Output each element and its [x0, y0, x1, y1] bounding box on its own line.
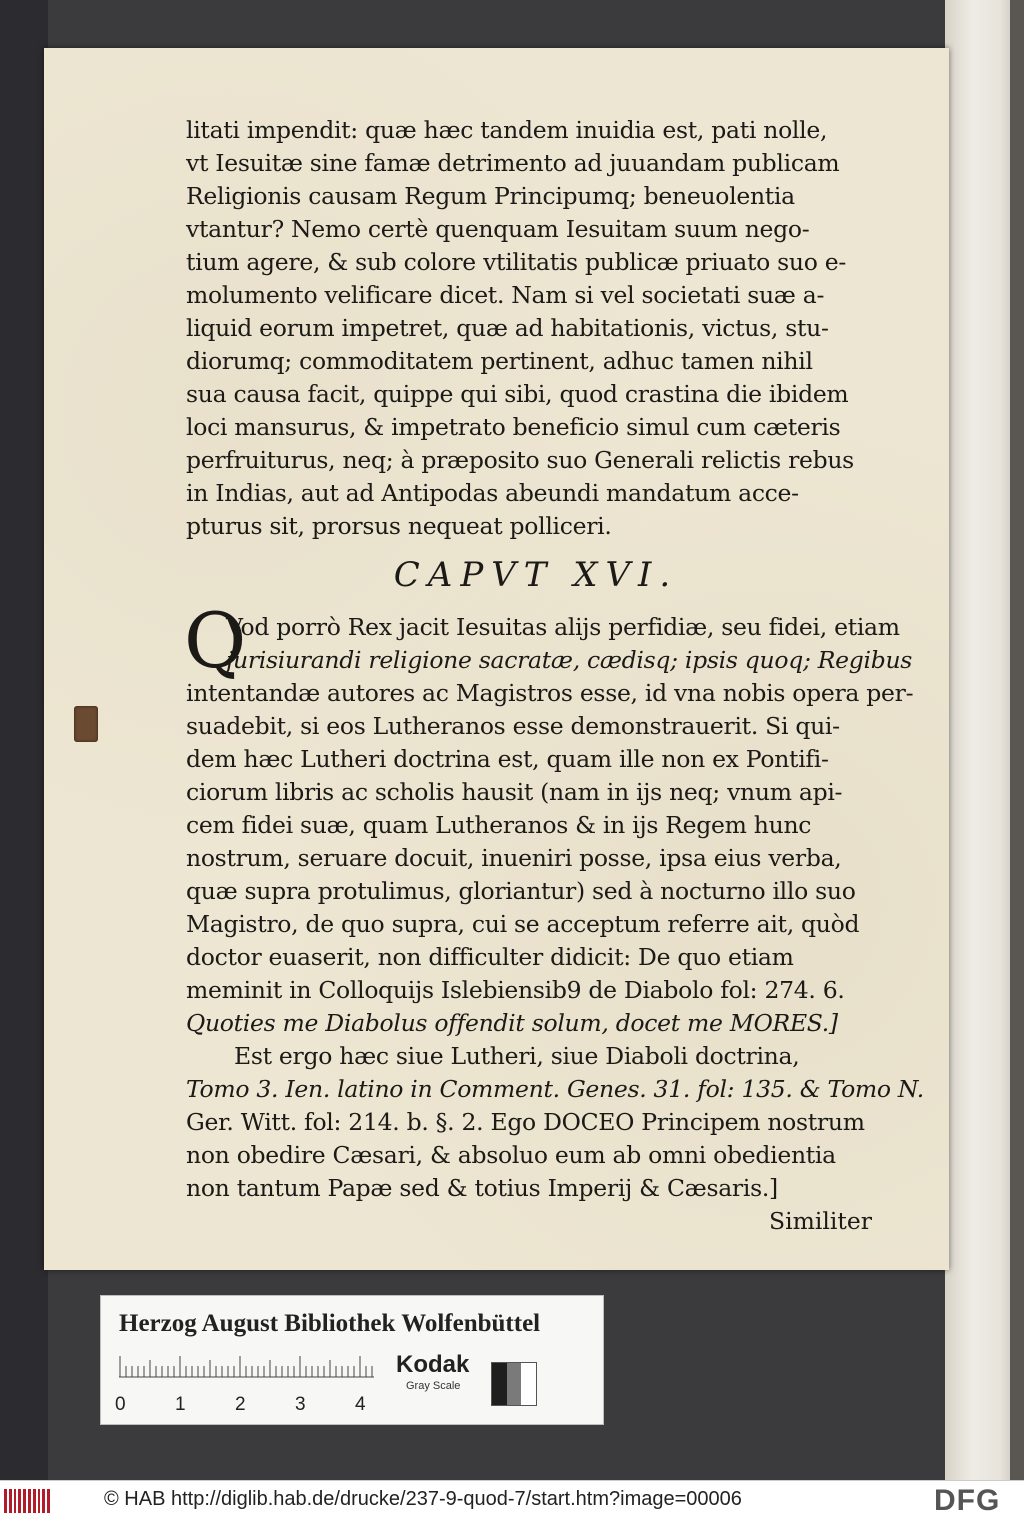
catchword: Similiter	[768, 1207, 872, 1235]
text-line: perfruiturus, neq; à præposito suo Generali relictis rebus	[186, 446, 854, 474]
text-line: non tantum Papæ sed & totius Imperij & Cæsaris.]	[186, 1174, 778, 1202]
text-line: cem fidei suæ, quam Lutheranos & in ijs Regem hunc	[186, 811, 812, 839]
dfg-logo: DFG	[934, 1484, 1001, 1517]
gray-scale-label: Gray Scale	[406, 1380, 461, 1392]
page-text	[184, 114, 924, 1238]
text-line: diorumq; commoditatem pertinent, adhuc tamen nihil	[186, 347, 813, 375]
hab-barcode-logo	[4, 1489, 50, 1513]
text-line: vtantur? Nemo certè quenquam Iesuitam suum nego-	[186, 215, 810, 243]
swatch-white	[521, 1363, 536, 1405]
text-line: Tomo 3. Ien. latino in Comment. Genes. 31. fol: 135. & Tomo N.	[186, 1075, 924, 1103]
ruler-number: 4	[355, 1394, 366, 1415]
text-line: molumento velificare dicet. Nam si vel societati suæ a-	[186, 281, 825, 309]
library-color-target	[100, 1295, 604, 1425]
text-line: litati impendit: quæ hæc tandem inuidia est, pati nolle,	[186, 116, 828, 144]
text-line: pturus sit, prorsus nequeat polliceri.	[186, 512, 612, 540]
kodak-logo: Kodak	[396, 1351, 470, 1378]
ruler-scale	[119, 1356, 374, 1378]
text-line: Ger. Witt. fol: 214. b. §. 2. Ego DOCEO Principem nostrum	[186, 1108, 865, 1136]
text-line: non obedire Cæsari, & absoluo eum ab omni obedientia	[186, 1141, 836, 1169]
text-line: doctor euaserit, non difficulter didicit: De quo etiam	[186, 943, 794, 971]
gray-swatches	[491, 1362, 537, 1406]
book-clasp	[74, 706, 98, 742]
ruler-number: 0	[115, 1394, 126, 1415]
text-line: jurisiurandi religione sacratæ, cædisq; ipsis quoq; Regibus	[226, 646, 913, 674]
text-line: sua causa facit, quippe qui sibi, quod crastina die ibidem	[186, 380, 849, 408]
text-line: in Indias, aut ad Antipodas abeundi mandatum acce-	[186, 479, 799, 507]
text-line: Vod porrò Rex jacit Iesuitas alijs perfidiæ, seu fidei, etiam	[226, 613, 900, 641]
paragraph-continued	[186, 114, 886, 543]
chapter-paragraph	[184, 596, 914, 1040]
ruler-number: 2	[235, 1394, 246, 1415]
footer-bar	[0, 1480, 1024, 1520]
ruler-numbers	[113, 1394, 373, 1418]
text-line: Religionis causam Regum Principumq; beneuolentia	[186, 182, 795, 210]
ruler-number: 3	[295, 1394, 306, 1415]
background-right	[1010, 0, 1024, 1480]
text-line: meminit in Colloquijs Islebiensib9 de Diabolo fol: 274. 6.	[186, 976, 845, 1004]
text-line: liquid eorum impetret, quæ ad habitationis, victus, stu-	[186, 314, 829, 342]
text-line: intentandæ autores ac Magistros esse, id vna nobis opera per-	[186, 679, 914, 707]
second-paragraph	[186, 1040, 924, 1205]
text-line: Quoties me Diabolus offendit solum, docet me MORES.]	[186, 1009, 838, 1037]
text-line: tium agere, & sub colore vtilitatis publicæ priuato suo e-	[186, 248, 847, 276]
text-line: vt Iesuitæ sine famæ detrimento ad juuandam publicam	[186, 149, 840, 177]
text-line: Est ergo hæc siue Lutheri, siue Diaboli doctrina,	[234, 1042, 800, 1070]
text-line: loci mansurus, & impetrato beneficio simul cum cæteris	[186, 413, 841, 441]
text-line: dem hæc Lutheri doctrina est, quam ille non ex Pontifi-	[186, 745, 829, 773]
drop-capital: Q	[184, 596, 247, 685]
swatch-gray	[507, 1363, 522, 1405]
copyright-url: © HAB http://diglib.hab.de/drucke/237-9-quod-7/start.htm?image=00006	[104, 1488, 742, 1510]
ruler-number: 1	[175, 1394, 186, 1415]
text-line: ciorum libris ac scholis hausit (nam in ijs neq; vnum api-	[186, 778, 843, 806]
background-left	[0, 0, 48, 1480]
swatch-black	[492, 1363, 507, 1405]
text-line: quæ supra protulimus, gloriantur) sed à nocturno illo suo	[186, 877, 856, 905]
text-line: nostrum, seruare docuit, inueniri posse, ipsa eius verba,	[186, 844, 842, 872]
library-name: Herzog August Bibliothek Wolfenbüttel	[119, 1310, 541, 1337]
text-line: suadebit, si eos Lutheranos esse demonstrauerit. Si qui-	[186, 712, 840, 740]
text-line: Magistro, de quo supra, cui se acceptum referre ait, quòd	[186, 910, 860, 938]
chapter-heading: CAPVT XVI.	[393, 555, 679, 595]
